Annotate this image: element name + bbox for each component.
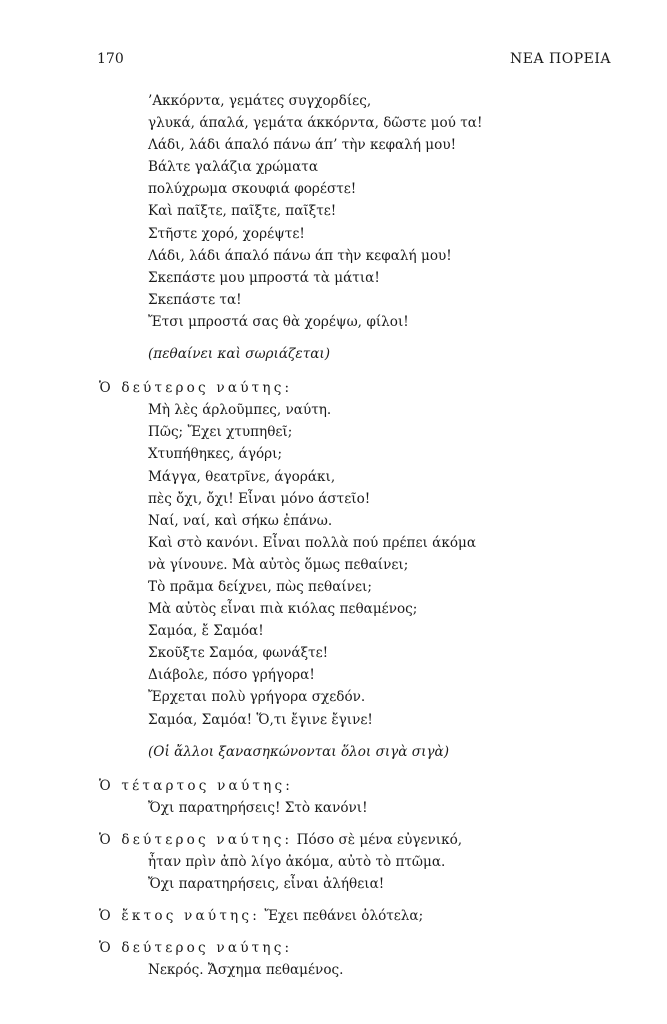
- speaker-line: [0, 905, 667, 927]
- verse-line: Πόσο σὲ μένα εὐγενικό,: [296, 831, 463, 848]
- verse-line: γλυκά, άπαλά, γεμάτα άκκόρντα, δῶστε μού τα!: [148, 115, 483, 132]
- verse-block-4: [0, 829, 667, 895]
- running-title: ΝΕΑ ΠΟΡΕΙΑ: [510, 51, 611, 67]
- verse-line: Τὸ πρᾶμα δείχνει, πὼς πεθαίνει;: [148, 578, 372, 595]
- verse-line: Ὄχι παρατηρήσεις! Στὸ κανόνι!: [148, 799, 368, 816]
- verse-line: Ὄχι παρατηρήσεις, εἶναι ἀλήθεια!: [148, 876, 385, 893]
- verse-line: Ἔχει πεθάνει ὁλότελα;: [264, 908, 424, 925]
- verse-block-6: [0, 937, 667, 981]
- verse-line: Λάδι, λάδι άπαλό πάνω άπ’ τὴν κεφαλή μου!: [148, 137, 457, 154]
- verse-line: Σκεπάστε τα!: [148, 291, 242, 308]
- verse-line: πολύχρωμα σκουφιά φορέστε!: [148, 181, 357, 198]
- verse-line: Καὶ παῖξτε, παῖξτε, παῖξτε!: [148, 203, 337, 220]
- verse-line: ’Ακκόρντα, γεμάτες συγχορδίες,: [148, 93, 372, 109]
- speaker-name: Ὁ δεύτερος ναύτης:: [99, 831, 293, 848]
- verse-line: Διάβολε, πόσο γρήγορα!: [148, 667, 315, 684]
- verse-block-2: [0, 377, 667, 763]
- verse-line: Μάγγα, θεατρῖνε, άγοράκι,: [148, 468, 336, 485]
- verse-line: Βάλτε γαλάζια χρώματα: [148, 159, 318, 176]
- verse-line: Λάδι, λάδι άπαλό πάνω άπ τὴν κεφαλή μου!: [148, 247, 452, 264]
- page-header: [97, 51, 611, 73]
- stage-direction: (Οἱ ἄλλοι ξανασηκώνονται ὅλοι σιγὰ σιγὰ): [148, 743, 450, 760]
- verse-line: Σαμόα, ἔ Σαμόα!: [148, 623, 264, 640]
- verse-block-3: [0, 775, 667, 819]
- verse-line: Ἔτσι μπροστά σας θὰ χορέψω, φίλοι!: [148, 313, 409, 330]
- verse-line: Χτυπήθηκες, άγόρι;: [148, 446, 283, 463]
- verse-line: Στῆστε χορό, χορέψτε!: [148, 225, 305, 242]
- verse-line: Μὰ αὐτὸς εἶναι πιὰ κιόλας πεθαμένος;: [148, 601, 418, 618]
- verse-line: Σαμόα, Σαμόα! Ὅ,τι ἔγινε ἔγινε!: [148, 711, 373, 728]
- verse-line: Ναί, ναί, καὶ σήκω ἐπάνω.: [148, 512, 333, 529]
- verse-line: Σκεπάστε μου μπροστά τὰ μάτια!: [148, 269, 380, 286]
- verse-line: Νεκρός. Ἄσχημα πεθαμένος.: [148, 962, 344, 979]
- speaker-name: Ὁ τέταρτος ναύτης:: [99, 777, 294, 794]
- verse-line: Καὶ στὸ κανόνι. Εἶναι πολλὰ πού πρέπει άκόμα: [148, 534, 477, 551]
- stage-direction: (πεθαίνει καὶ σωριάζεται): [148, 346, 331, 363]
- verse-line: πὲς ὄχι, ὄχι! Εἶναι μόνο άστεῖο!: [148, 490, 371, 507]
- verse-block-1: [0, 90, 667, 365]
- speaker-name: Ὁ δεύτερος ναύτης:: [99, 940, 293, 957]
- verse-line: Ἔρχεται πολὺ γρήγορα σχεδόν.: [148, 689, 366, 706]
- verse-block-5: [0, 905, 667, 927]
- page-body: [0, 90, 667, 981]
- verse-line: Μὴ λὲς άρλοῦμπες, ναύτη.: [148, 402, 332, 419]
- verse-line: Πῶς; Ἔχει χτυπηθεῖ;: [148, 424, 293, 441]
- speaker-name: Ὁ ἔκτος ναύτης:: [99, 908, 260, 925]
- speaker-line: [0, 829, 667, 851]
- verse-line: νὰ γίνουνε. Μὰ αὐτὸς ὅμως πεθαίνει;: [148, 556, 409, 573]
- verse-line: Σκοῦξτε Σαμόα, φωνάξτε!: [148, 645, 329, 662]
- speaker-name: Ὁ δεύτερος ναύτης:: [99, 380, 293, 397]
- page-number: 170: [97, 51, 124, 67]
- verse-line: ἦταν πρὶν ἀπὸ λίγο ἀκόμα, αὐτὸ τὸ πτῶμα.: [148, 854, 446, 870]
